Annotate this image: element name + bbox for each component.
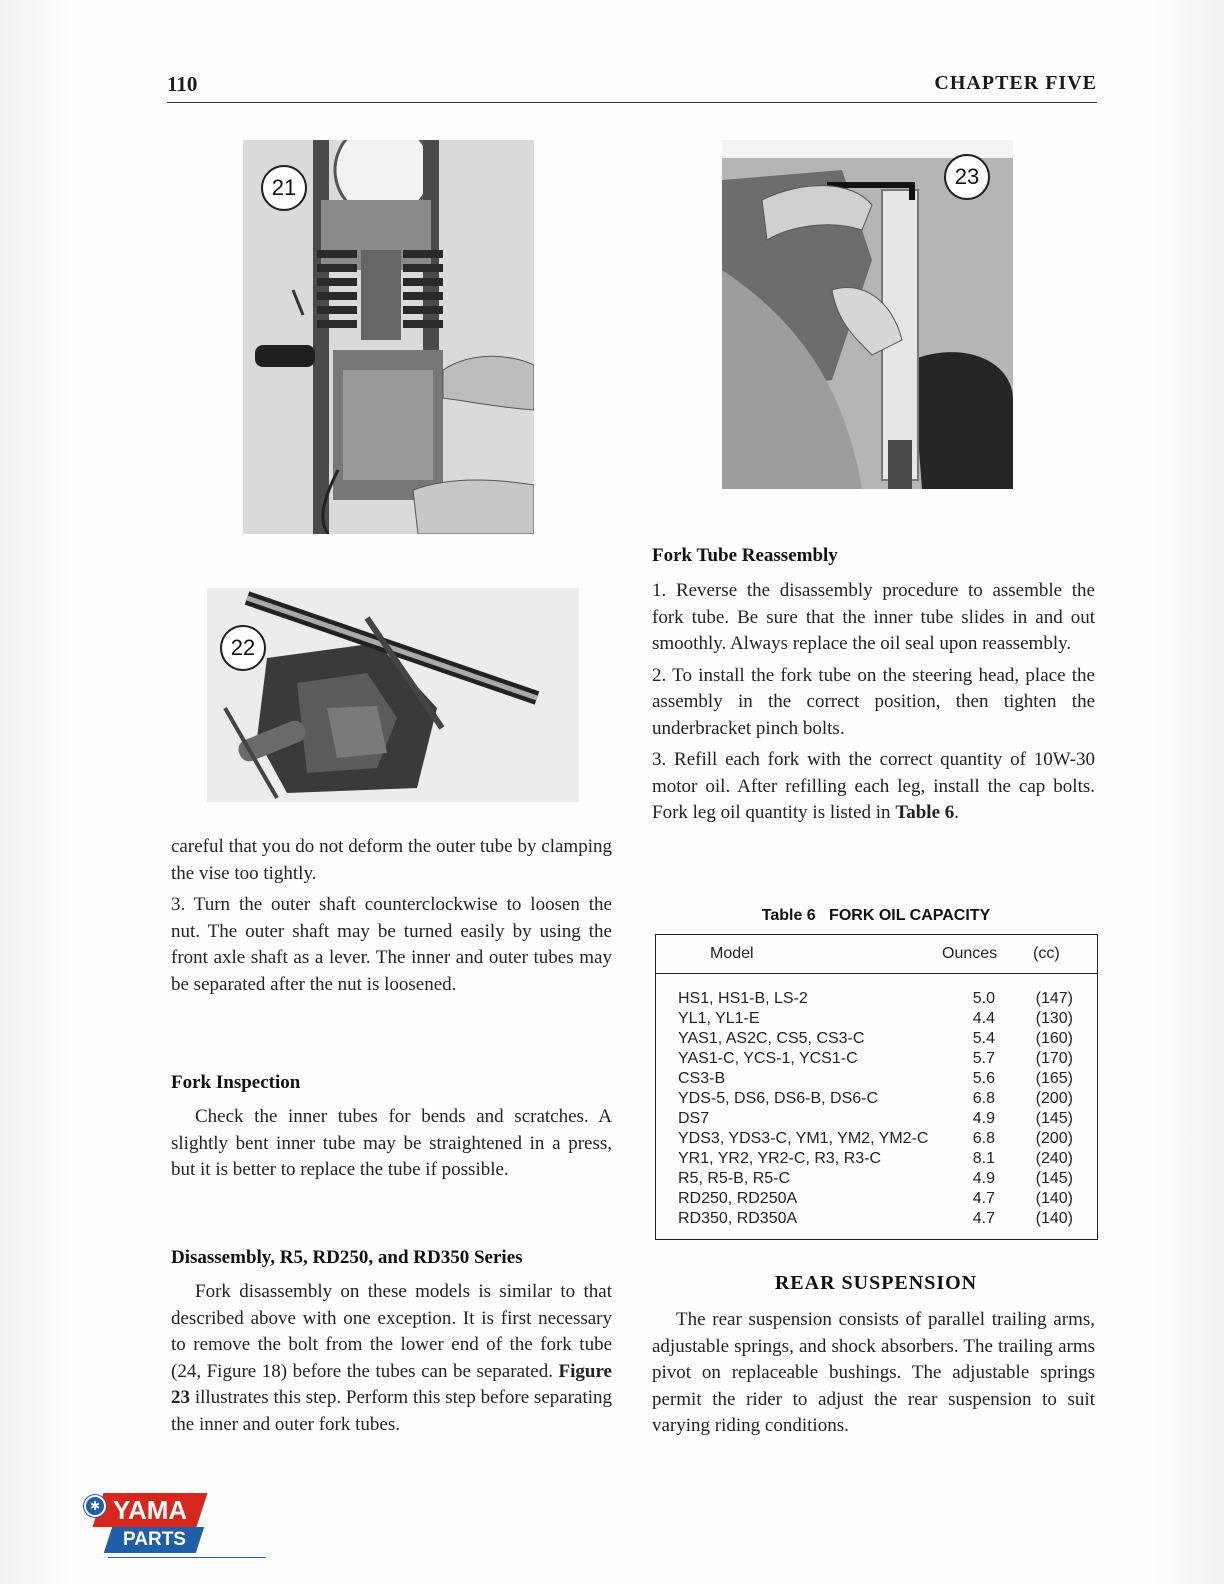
disassembly-text-before: Fork disassembly on these models is similar to that described above with one exception. It is first necessary to remove the bolt from the lower end of the fork tube (24, Figure 18) before the tubes can be separated. <box>171 1281 612 1382</box>
figure-22-photo <box>207 588 579 802</box>
table-cell-cc: (200) <box>1035 1090 1073 1107</box>
table-cell-model: RD250, RD250A <box>678 1190 798 1207</box>
table-cell-ounces: 4.7 <box>972 1190 995 1207</box>
figure-23-label: 23 <box>944 154 990 200</box>
table-row <box>656 1209 1097 1229</box>
reassembly-step-3-text: 3. Refill each fork with the correct quantity of 10W-30 motor oil. After refilling each leg, install the cap bolts. Fork leg oil quantity is listed in <box>652 749 1095 823</box>
table-title <box>652 907 1100 925</box>
figure-21-label: 21 <box>261 165 307 211</box>
table-row <box>656 1169 1097 1189</box>
fork-inspection-heading: Fork Inspection <box>171 1072 301 1093</box>
table-cell-cc: (140) <box>1035 1190 1073 1207</box>
table-cell-ounces: 5.0 <box>972 990 995 1007</box>
table-cell-model: YDS3, YDS3-C, YM1, YM2, YM2-C <box>678 1130 929 1147</box>
table-cell-ounces: 8.1 <box>972 1150 995 1167</box>
table-row <box>656 1009 1097 1029</box>
table-cell-ounces: 4.9 <box>972 1170 995 1187</box>
page-header <box>167 70 1097 103</box>
tuning-fork-emblem-icon: ✱ <box>84 1495 106 1517</box>
table-6-reference: Table 6 <box>895 802 955 823</box>
reassembly-step-1: 1. Reverse the disassembly procedure to assemble the fork tube. Be sure that the inner tube slides in and out smoothly. Always replace the oil seal upon reassembly. <box>652 580 1095 654</box>
disassembly-paragraph <box>171 1279 612 1438</box>
table-cell-cc: (240) <box>1035 1150 1073 1167</box>
table-cell-ounces: 5.7 <box>972 1050 995 1067</box>
table-body <box>656 989 1097 1229</box>
table-cell-cc: (145) <box>1035 1110 1073 1127</box>
logo-underline <box>108 1557 266 1558</box>
table-cell-cc: (130) <box>1035 1010 1073 1027</box>
table-cell-ounces: 4.7 <box>972 1210 995 1227</box>
table-cell-ounces: 4.4 <box>972 1010 995 1027</box>
table-cell-model: R5, R5-B, R5-C <box>678 1170 791 1187</box>
table-cell-cc: (160) <box>1035 1030 1073 1047</box>
table-cell-cc: (200) <box>1035 1130 1073 1147</box>
fork-tube-reassembly-heading: Fork Tube Reassembly <box>652 545 838 566</box>
table-cell-ounces: 6.8 <box>972 1130 995 1147</box>
fork-oil-capacity-table <box>655 934 1098 1240</box>
fork-inspection-paragraph: Check the inner tubes for bends and scratches. A slightly bent inner tube may be straightened in a press, but it is better to replace the tube if possible. <box>171 1106 612 1180</box>
yama-parts-logo <box>84 1493 204 1555</box>
table-cell-ounces: 4.9 <box>972 1110 995 1127</box>
table-cell-cc: (170) <box>1035 1050 1073 1067</box>
vise-with-tube-illustration <box>207 588 579 802</box>
table-cell-model: CS3-B <box>678 1070 726 1087</box>
header-cc: (cc) <box>1033 945 1060 962</box>
table-cell-cc: (140) <box>1035 1210 1073 1227</box>
figure-23-reference: Figure 23 <box>171 1360 612 1408</box>
disassembly-text-block <box>171 1279 612 1443</box>
reassembly-step-3-end: . <box>954 802 960 823</box>
fork-inspection-text-block <box>171 1104 612 1189</box>
table-cell-model: DS7 <box>678 1110 710 1127</box>
table-row <box>656 1029 1097 1049</box>
logo-top-text: YAMA <box>112 1495 188 1525</box>
table-cell-ounces: 5.4 <box>972 1030 995 1047</box>
table-number: Table 6 <box>761 907 816 924</box>
page-number: 110 <box>167 72 198 96</box>
reassembly-step-2: 2. To install the fork tube on the steering head, place the assembly in the correct position, then tighten the underbracket pinch bolts. <box>652 664 1095 739</box>
step-3-paragraph: 3. Turn the outer shaft counterclockwise to loosen the nut. The outer shaft may be turned easily by using the front axle shaft as a lever. The inner and outer tubes may be separated after the nut is loosened. <box>171 894 612 995</box>
table-row <box>656 1189 1097 1209</box>
table-cell-model: YDS-5, DS6, DS6-B, DS6-C <box>678 1090 879 1107</box>
table-cell-model: HS1, HS1-B, LS-2 <box>678 990 808 1007</box>
reassembly-step-3 <box>652 747 1095 827</box>
chapter-title: CHAPTER FIVE <box>934 72 1097 94</box>
logo-bottom-text: PARTS <box>122 1529 186 1550</box>
disassembly-text-after: illustrates this step. Perform this step before separating the inner and outer fork tubes. <box>171 1387 613 1435</box>
table-row <box>656 989 1097 1009</box>
rear-suspension-text-block <box>652 1307 1095 1445</box>
figure-22-label: 22 <box>220 625 266 671</box>
table-cell-model: RD350, RD350A <box>678 1210 798 1227</box>
table-cell-model: YAS1, AS2C, CS5, CS3-C <box>678 1030 865 1047</box>
table-cell-ounces: 5.6 <box>972 1070 995 1087</box>
page-edge-left <box>0 0 70 1584</box>
table-row <box>656 1129 1097 1149</box>
table-cell-model: YL1, YL1-E <box>678 1010 760 1027</box>
header-model: Model <box>710 945 754 962</box>
logo-bottom-band <box>104 1527 204 1553</box>
table-header-row <box>656 935 1097 974</box>
table-cell-cc: (165) <box>1035 1070 1073 1087</box>
page-edge-right <box>1154 0 1224 1584</box>
table-row <box>656 1049 1097 1069</box>
table-caption: FORK OIL CAPACITY <box>829 907 991 924</box>
table-row <box>656 1109 1097 1129</box>
table-row <box>656 1069 1097 1089</box>
table-row <box>656 1089 1097 1109</box>
table-cell-cc: (145) <box>1035 1170 1073 1187</box>
table-cell-model: YR1, YR2, YR2-C, R3, R3-C <box>678 1150 882 1167</box>
rear-suspension-paragraph: The rear suspension consists of parallel trailing arms, adjustable springs, and shock absorbers. The trailing arms pivot on replaceable bushings. The adjustable springs permit the rider to adjust the rear suspension to suit varying riding conditions. <box>652 1309 1095 1436</box>
left-continuation-text <box>171 834 612 1003</box>
header-ounces: Ounces <box>942 945 998 962</box>
paragraph-careful: careful that you do not deform the outer tube by clamping the vise too tightly. <box>171 836 612 884</box>
table-row <box>656 1149 1097 1169</box>
table-cell-model: YAS1-C, YCS-1, YCS1-C <box>678 1050 858 1067</box>
table-cell-ounces: 6.8 <box>972 1090 995 1107</box>
reassembly-text-block <box>652 578 1095 832</box>
logo-top-band <box>92 1493 207 1527</box>
rear-suspension-heading: REAR SUSPENSION <box>774 1272 978 1294</box>
table-cell-cc: (147) <box>1035 990 1073 1007</box>
disassembly-heading: Disassembly, R5, RD250, and RD350 Series <box>171 1247 523 1268</box>
